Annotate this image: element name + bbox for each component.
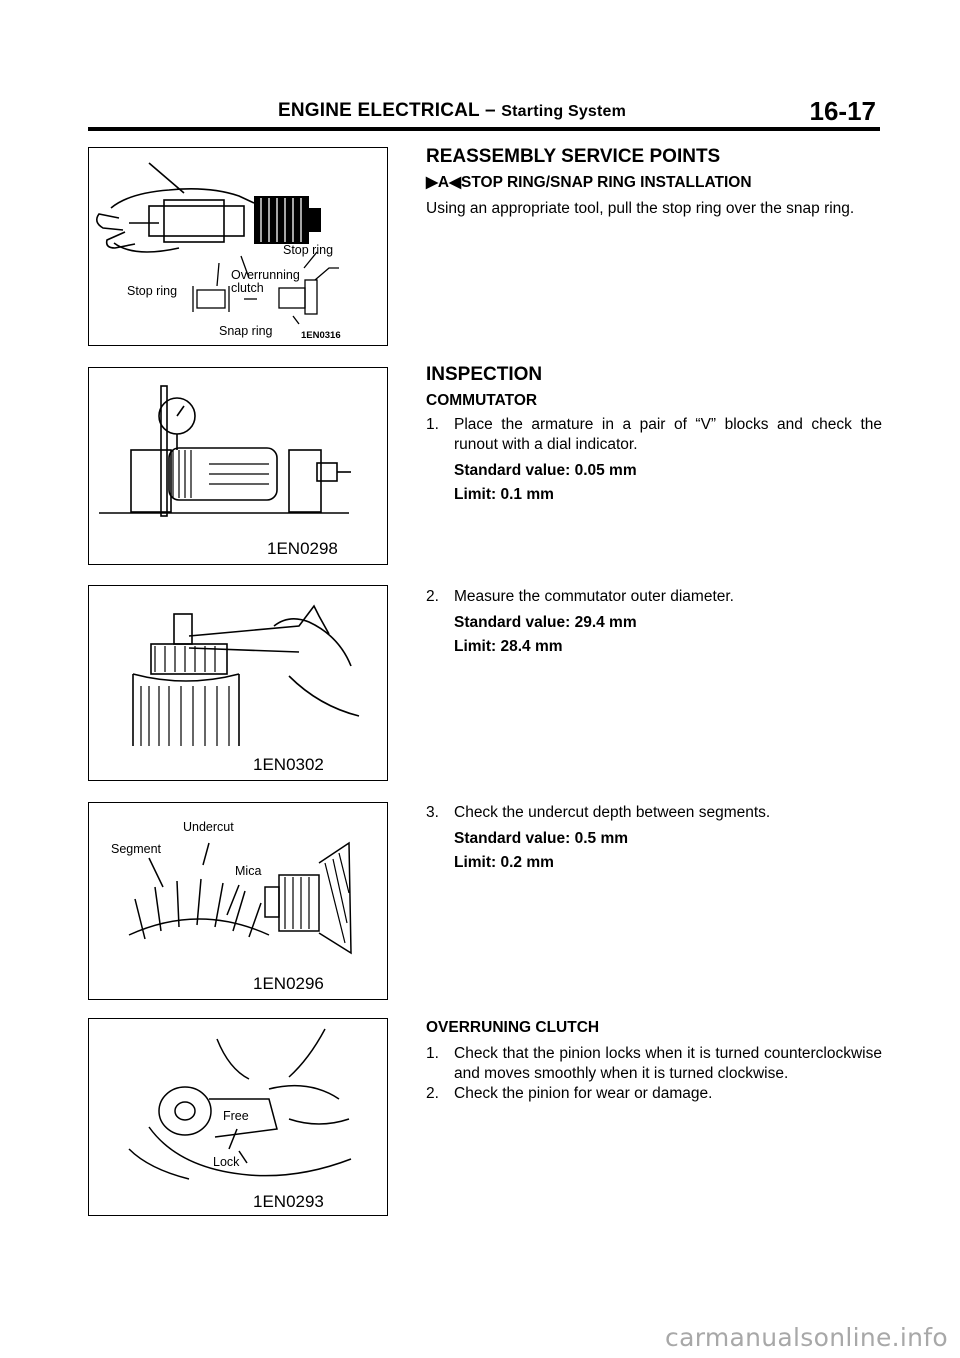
figure-undercut [88, 802, 388, 1000]
label-mica: Mica [235, 864, 262, 878]
commutator-heading: COMMUTATOR [426, 392, 538, 409]
step-number: 1. [426, 1045, 439, 1062]
label-segment: Segment [111, 842, 162, 856]
figure-code: 1EN0298 [267, 539, 338, 558]
commutator-diameter-illustration [89, 586, 387, 780]
limit-value: Limit: 0.2 mm [454, 854, 554, 871]
step-text: Measure the commutator outer diameter. [454, 588, 734, 605]
page-header [88, 96, 880, 128]
label-undercut: Undercut [183, 820, 234, 834]
standard-value: Standard value: 0.5 mm [454, 830, 629, 847]
stop-ring-illustration [89, 148, 387, 345]
header-title [278, 100, 626, 122]
header-rule [88, 127, 880, 131]
header-dash: – [485, 100, 496, 121]
figure-stop-ring [88, 147, 388, 346]
clutch-step-2 [426, 1084, 882, 1104]
figure-armature-runout [88, 367, 388, 565]
reference-marker: ▶ [426, 174, 438, 191]
undercut-illustration [89, 803, 387, 999]
label-snap-ring: Snap ring [219, 324, 273, 338]
step-text: Place the armature in a pair of “V” blocks and check the runout with a dial indicator. [454, 416, 882, 453]
label-stop-ring-left: Stop ring [127, 284, 178, 298]
reassembly-heading: REASSEMBLY SERVICE POINTS [426, 146, 721, 167]
label-lock: Lock [213, 1155, 240, 1169]
label-stop-ring-right: Stop ring [283, 243, 334, 257]
figure-commutator-diameter [88, 585, 388, 781]
stop-ring-subheading-text: A◀STOP RING/SNAP RING INSTALLATION [437, 174, 752, 191]
limit-value: Limit: 0.1 mm [454, 486, 554, 503]
inspection-section [426, 365, 882, 505]
step-number: 1. [426, 416, 439, 433]
watermark: carmanualsonline.info [665, 1323, 948, 1352]
limit-value: Limit: 28.4 mm [454, 638, 563, 655]
label-free: Free [223, 1109, 249, 1123]
standard-value: Standard value: 0.05 mm [454, 462, 637, 479]
step-text: Check the undercut depth between segments. [454, 804, 771, 821]
overrunning-clutch-illustration [89, 1019, 387, 1215]
figure-code: 1EN0302 [253, 755, 324, 774]
inspection-heading: INSPECTION [426, 364, 543, 385]
step-number: 2. [426, 1085, 439, 1102]
figure-code: 1EN0296 [253, 974, 324, 993]
stop-ring-body: Using an appropriate tool, pull the stop ring over the snap ring. [426, 200, 855, 217]
label-overrunning: Overrunning [231, 268, 300, 282]
commutator-step-3 [426, 803, 882, 873]
commutator-step-1 [426, 415, 882, 505]
figure-code: 1EN0293 [253, 1192, 324, 1211]
step-text: Check that the pinion locks when it is turned counterclockwise and moves smoothly when it is turned clockwise. [454, 1045, 882, 1082]
step-number: 3. [426, 804, 439, 821]
header-subsection: Starting System [501, 103, 627, 120]
reassembly-section [426, 147, 882, 219]
standard-value: Standard value: 29.4 mm [454, 614, 637, 631]
step-text: Check the pinion for wear or damage. [454, 1085, 713, 1102]
overrunning-clutch-section [426, 1018, 882, 1104]
figure-code: 1EN0316 [301, 330, 341, 341]
label-clutch: clutch [231, 281, 264, 295]
commutator-step-2 [426, 587, 882, 657]
page-number: 16-17 [809, 96, 876, 126]
step-number: 2. [426, 588, 439, 605]
armature-runout-illustration [89, 368, 387, 564]
figure-overrunning-clutch [88, 1018, 388, 1216]
stop-ring-subheading [426, 173, 882, 193]
overrunning-clutch-heading: OVERRUNING CLUTCH [426, 1019, 600, 1036]
clutch-step-1 [426, 1044, 882, 1084]
header-section: ENGINE ELECTRICAL [278, 100, 480, 121]
